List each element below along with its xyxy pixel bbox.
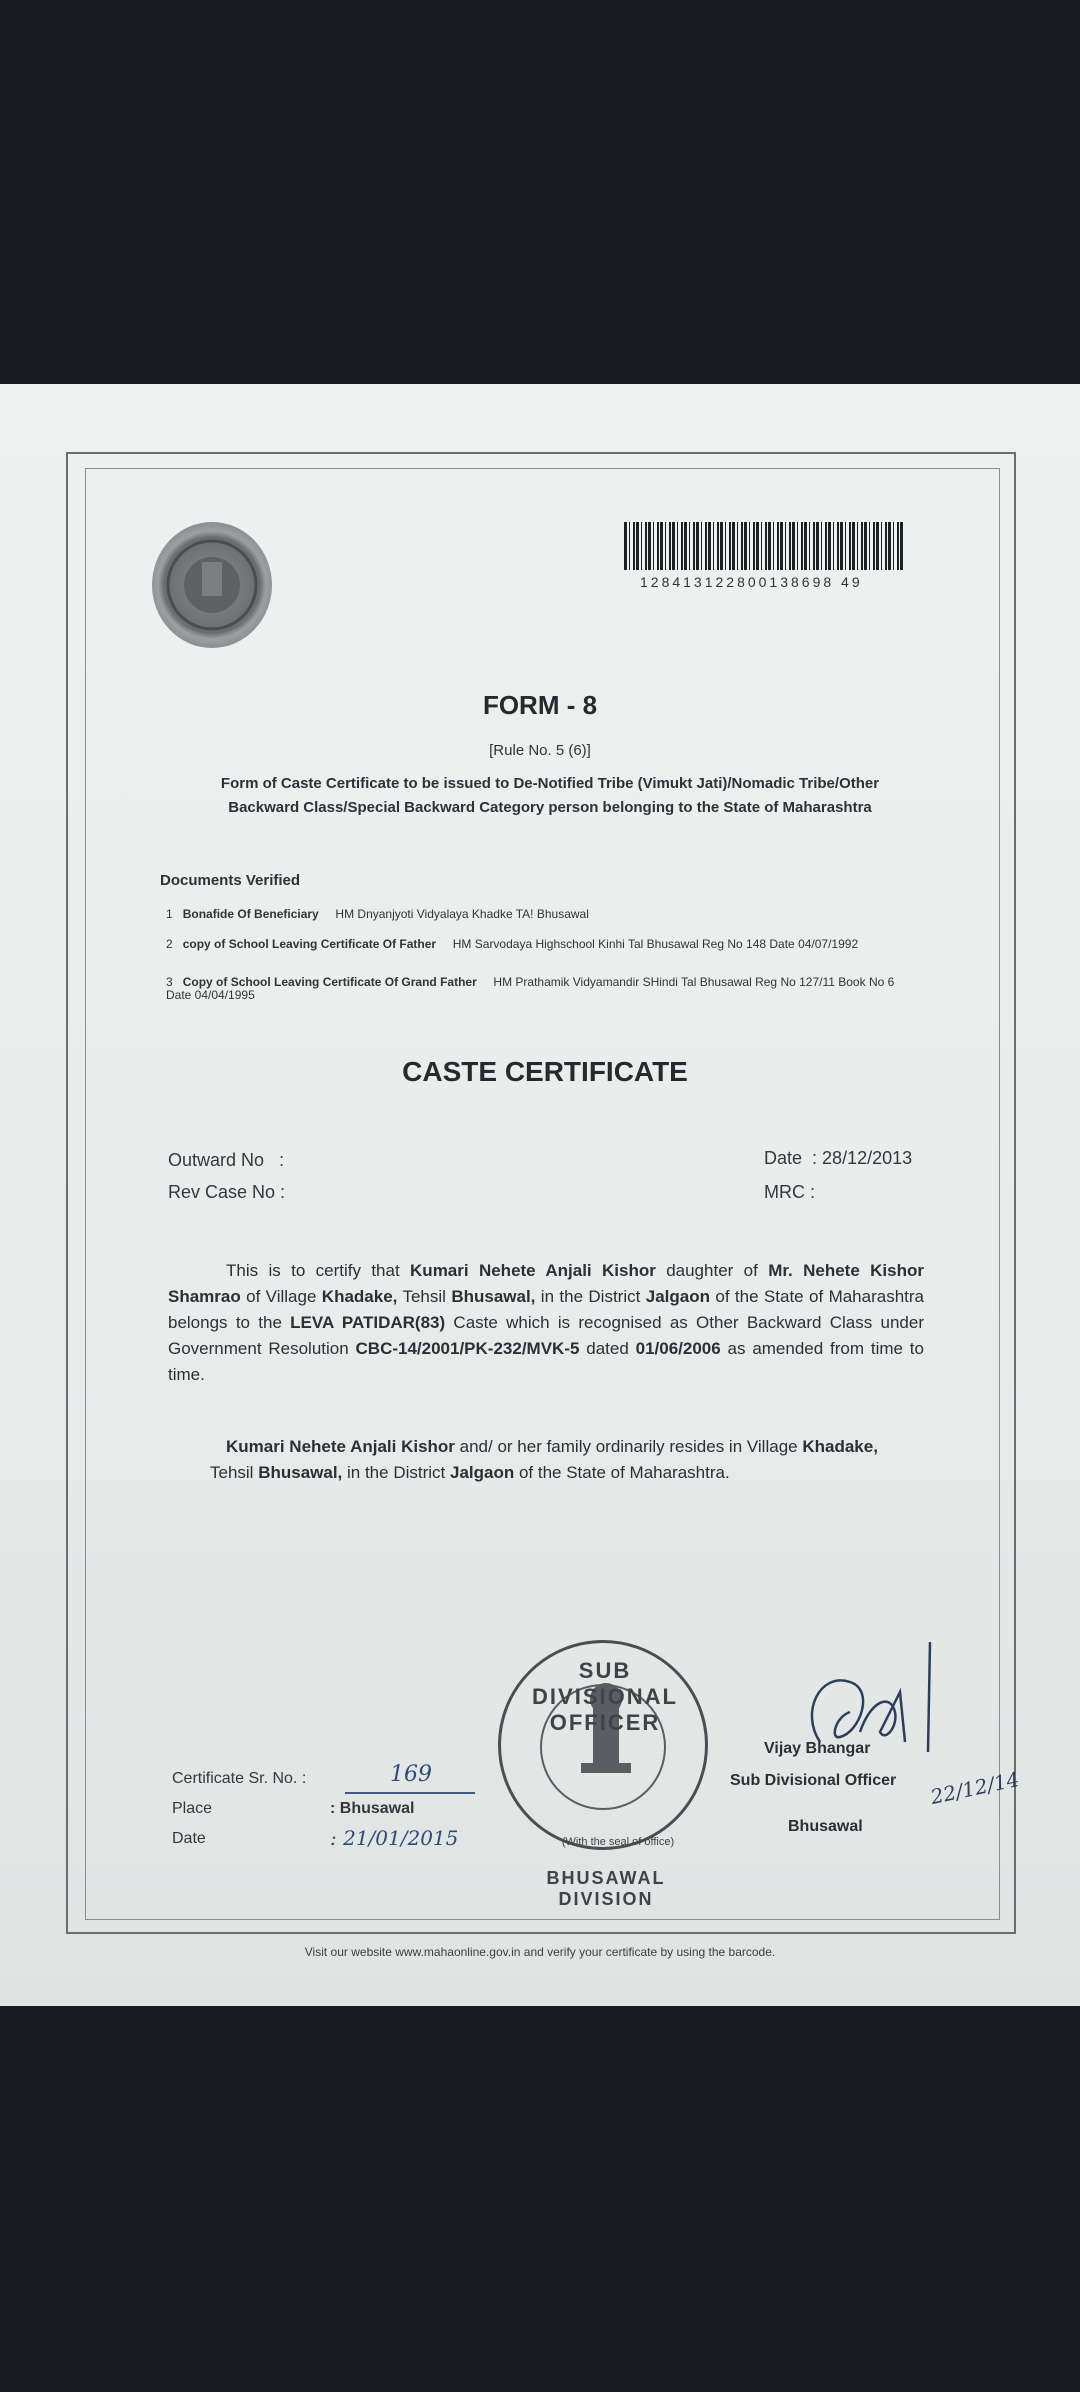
signature-icon xyxy=(780,1632,980,1792)
form-title: FORM - 8 xyxy=(482,690,598,720)
residence-paragraph-line2: Tehsil Bhusawal, in the District Jalgaon of the State of Maharashtra. xyxy=(210,1463,730,1482)
place-label: Place xyxy=(172,1800,213,1817)
sr-no-label: Certificate Sr. No. : xyxy=(172,1770,307,1787)
verification-footer: Visit our website www.mahaonline.gov.in and verify your certificate by using the barcode. xyxy=(304,1945,776,1959)
barcode-number: 128413122800138698 49 xyxy=(640,574,863,590)
state-emblem-icon xyxy=(152,522,272,648)
place-value: : Bhusawal xyxy=(330,1800,415,1817)
residence-paragraph: Kumari Nehete Anjali Kishor and/ or her family ordinarily resides in Village Khadake, xyxy=(226,1437,878,1456)
signatory-place: Bhusawal xyxy=(788,1818,863,1835)
rev-case-field: Rev Case No : xyxy=(168,1182,286,1202)
issue-date-value: : 21/01/2015 xyxy=(330,1826,459,1850)
date-field: Date : 28/12/2013 xyxy=(764,1148,913,1168)
seal-bottom-text: BHUSAWAL DIVISION xyxy=(546,1868,666,1909)
document-item: 3 Copy of School Leaving Certificate Of Grand Father HM Prathamik Vidyamandir SHindi Tal Bhusawal Reg No 127/11 Book No 6 Date 04/04/1995 xyxy=(166,975,895,1002)
signatory-name: Vijay Bhangar xyxy=(764,1740,871,1757)
rule-number: [Rule No. 5 (6)] xyxy=(489,742,591,759)
seal-top-text: SUB DIVISIONAL OFFICER xyxy=(532,1658,678,1735)
document-item: 2 copy of School Leaving Certificate Of Father HM Sarvodaya Highschool Kinhi Tal Bhusawal Reg No 148 Date 04/07/1992 xyxy=(166,937,859,951)
document-item: 1 Bonafide Of Beneficiary HM Dnyanjyoti Vidyalaya Khadke TA! Bhusawal xyxy=(166,907,589,921)
signatory-designation: Sub Divisional Officer xyxy=(730,1772,897,1789)
certificate-title: CASTE CERTIFICATE xyxy=(402,1056,688,1087)
documents-heading: Documents Verified xyxy=(160,872,301,889)
form-description: Form of Caste Certificate to be issued to De-Notified Tribe (Vimukt Jati)/Nomadic Tribe/Other Backward Class/Special Backward Category person belonging to the State of Maharashtra xyxy=(220,775,880,816)
seal-inner-text: (With the seal of office) xyxy=(561,1836,675,1848)
outward-no-field: Outward No : xyxy=(168,1150,285,1170)
mrc-field: MRC : xyxy=(764,1182,815,1202)
date-label: Date xyxy=(172,1830,206,1847)
barcode xyxy=(624,522,904,570)
sr-no-underline xyxy=(345,1792,475,1794)
sr-no-value: 169 xyxy=(390,1762,432,1787)
certification-paragraph: This is to certify that Kumari Nehete Anjali Kishor daughter of Mr. Nehete Kishor Shamrao of Village Khadake, Tehsil Bhusawal, in the District Jalgaon of the State of Maharashtra belongs to the LEVA PATIDAR(83) Caste which is recognised as Other Backward Class under Government Resolution CBC-14/2001/PK-232/MVK-5 dated 01/06/2006 as amended from time to time. xyxy=(168,1261,924,1384)
signature-date: 22/12/14 xyxy=(928,1766,1022,1810)
